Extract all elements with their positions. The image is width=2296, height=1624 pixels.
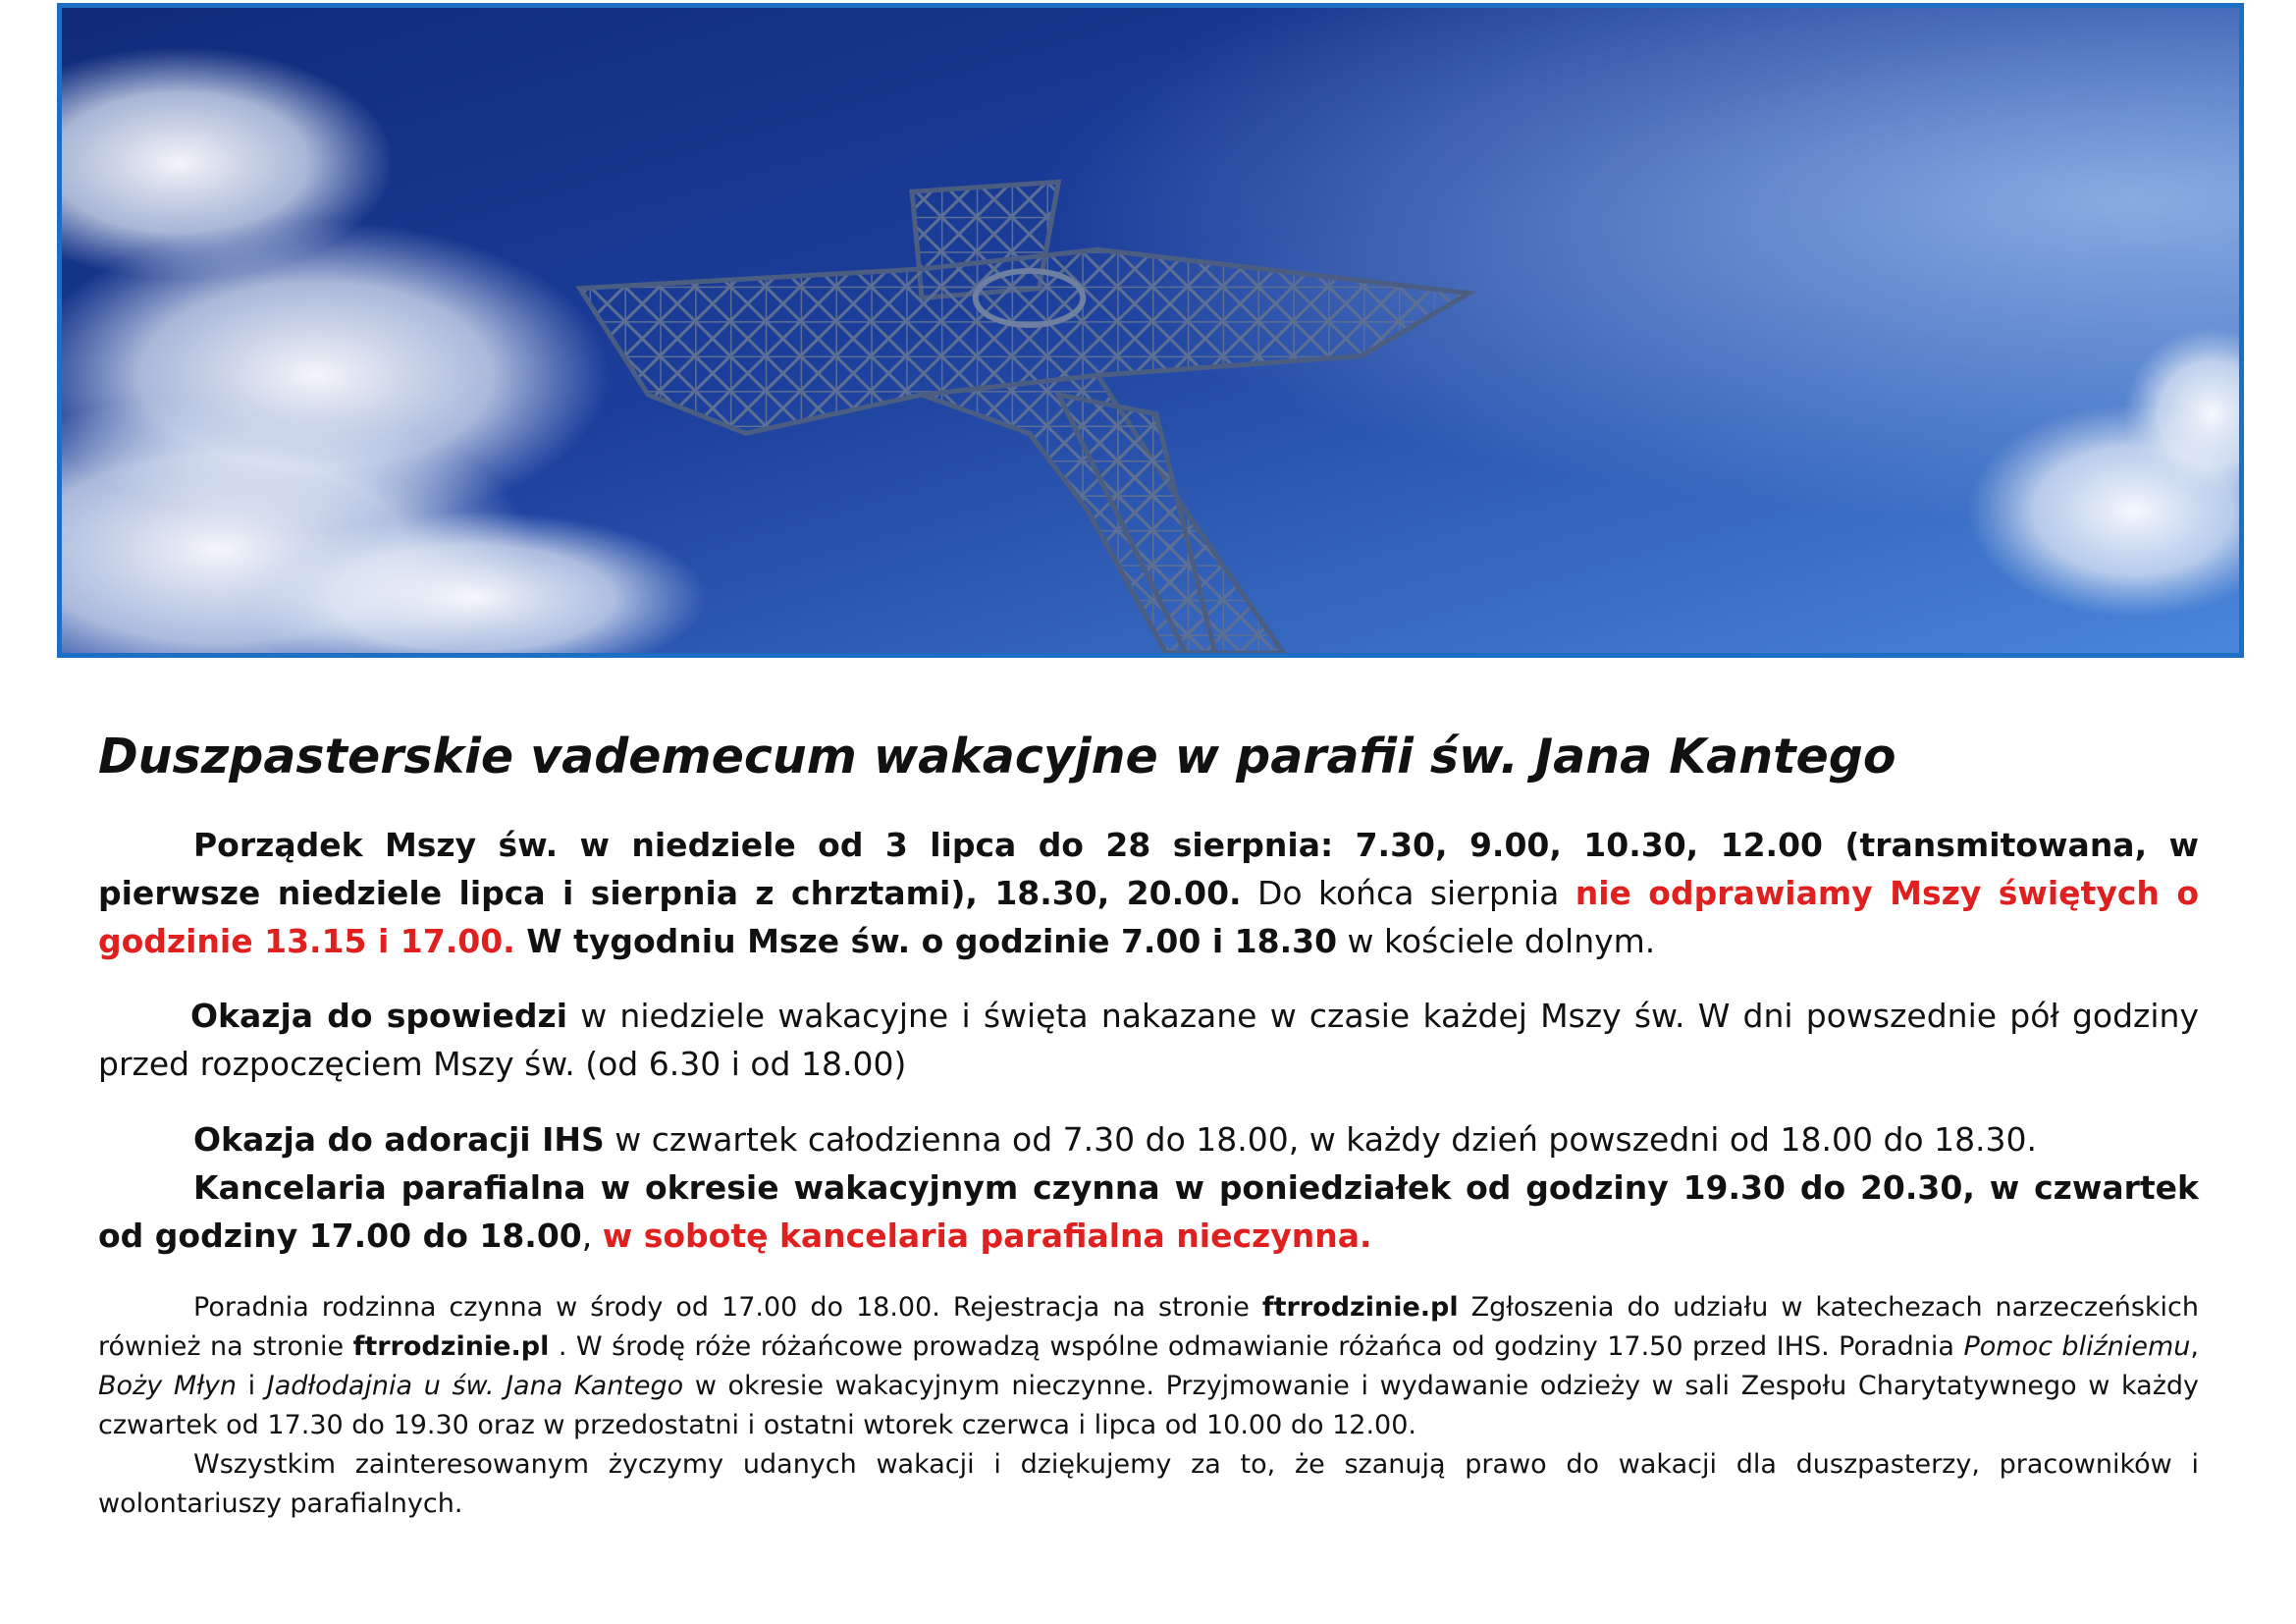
bozy-mlyn: Boży Młyn — [98, 1371, 237, 1401]
misc-text-5: i — [236, 1371, 267, 1401]
closing-paragraph — [98, 1445, 2199, 1524]
mass-schedule-weekday: W tygodniu Msze św. o godzinie 7.00 i 18.30 — [514, 922, 1338, 960]
mass-schedule-paragraph — [98, 821, 2199, 965]
misc-text-4: , — [2190, 1331, 2199, 1362]
office-separator: , — [581, 1217, 603, 1255]
pomoc-blizniemu: Pomoc bliźniemu — [1963, 1331, 2191, 1362]
mass-schedule-text: Do końca sierpnia — [1241, 874, 1575, 912]
cross-sky-image — [62, 8, 2239, 653]
misc-text-6: w okresie wakacyjnym nieczynne. Przyjmowanie i wydawanie odzieży w sali Zespołu Charytatywnego w każdy czwartek od 17.30 do 19.30 oraz w przedostatni i ostatni wtorek czerwca i lipca od 10.00 do 12.00. — [98, 1371, 2199, 1440]
adoration-heading: Okazja do adoracji IHS — [193, 1120, 605, 1159]
misc-text-1: Poradnia rodzinna czynna w środy od 17.00 do 18.00. Rejestracja na stronie — [193, 1292, 1262, 1323]
banner-photo — [57, 3, 2244, 658]
ftrrodzinie-link-2[interactable]: ftrrodzinie.pl — [352, 1331, 550, 1362]
confession-heading: Okazja do spowiedzi — [190, 997, 568, 1035]
misc-text-2: Zgłoszenia do udziału w katechezach narzeczeńskich również na stronie — [98, 1292, 2199, 1362]
ftrrodzinie-link[interactable]: ftrrodzinie.pl — [1261, 1292, 1459, 1323]
confession-paragraph — [98, 992, 2199, 1088]
mass-schedule-sunday: Porządek Mszy św. w niedziele od 3 lipca do 28 sierpnia: 7.30, 9.00, 10.30, 12.00 (transmitowana, w pierwsze niedziele lipca i sierpnia z chrztami), 18.30, 20.00. — [98, 826, 2199, 912]
misc-text-3: . W środę róże różańcowe prowadzą wspólne odmawianie różańca od godziny 17.50 przed IHS. Poradnia — [549, 1331, 1964, 1362]
page-title: Duszpasterskie vademecum wakacyjne w parafii św. Jana Kantego — [98, 729, 1896, 785]
parish-office-paragraph — [98, 1164, 2199, 1260]
mass-cancellation-notice: nie odprawiamy Mszy świętych o godzinie 13.15 i 17.00. — [98, 874, 2199, 960]
misc-info-paragraph — [98, 1288, 2199, 1445]
adoration-text: w czwartek całodzienna od 7.30 do 18.00, w każdy dzień powszedni od 18.00 do 18.30. — [604, 1120, 2038, 1159]
jadlodajnia: Jadłodajnia u św. Jana Kantego — [266, 1371, 684, 1401]
closing-text: Wszystkim zainteresowanym życzymy udanych wakacji i dziękujemy za to, że szanują prawo do wakacji dla duszpasterzy, pracowników i wolontariuszy parafialnych. — [98, 1449, 2199, 1519]
confession-text: w niedziele wakacyjne i święta nakazane w czasie każdej Mszy św. W dni powszednie pół godziny przed rozpoczęciem Mszy św. (od 6.30 i od 18.00) — [98, 997, 2199, 1083]
adoration-paragraph — [98, 1115, 2199, 1164]
office-closed-notice: w sobotę kancelaria parafialna nieczynna. — [602, 1217, 1372, 1255]
office-hours: Kancelaria parafialna w okresie wakacyjnym czynna w poniedziałek od godziny 19.30 do 20.30, w czwartek od godziny 17.00 do 18.00 — [98, 1168, 2199, 1255]
mass-schedule-location: w kościele dolnym. — [1337, 922, 1656, 960]
